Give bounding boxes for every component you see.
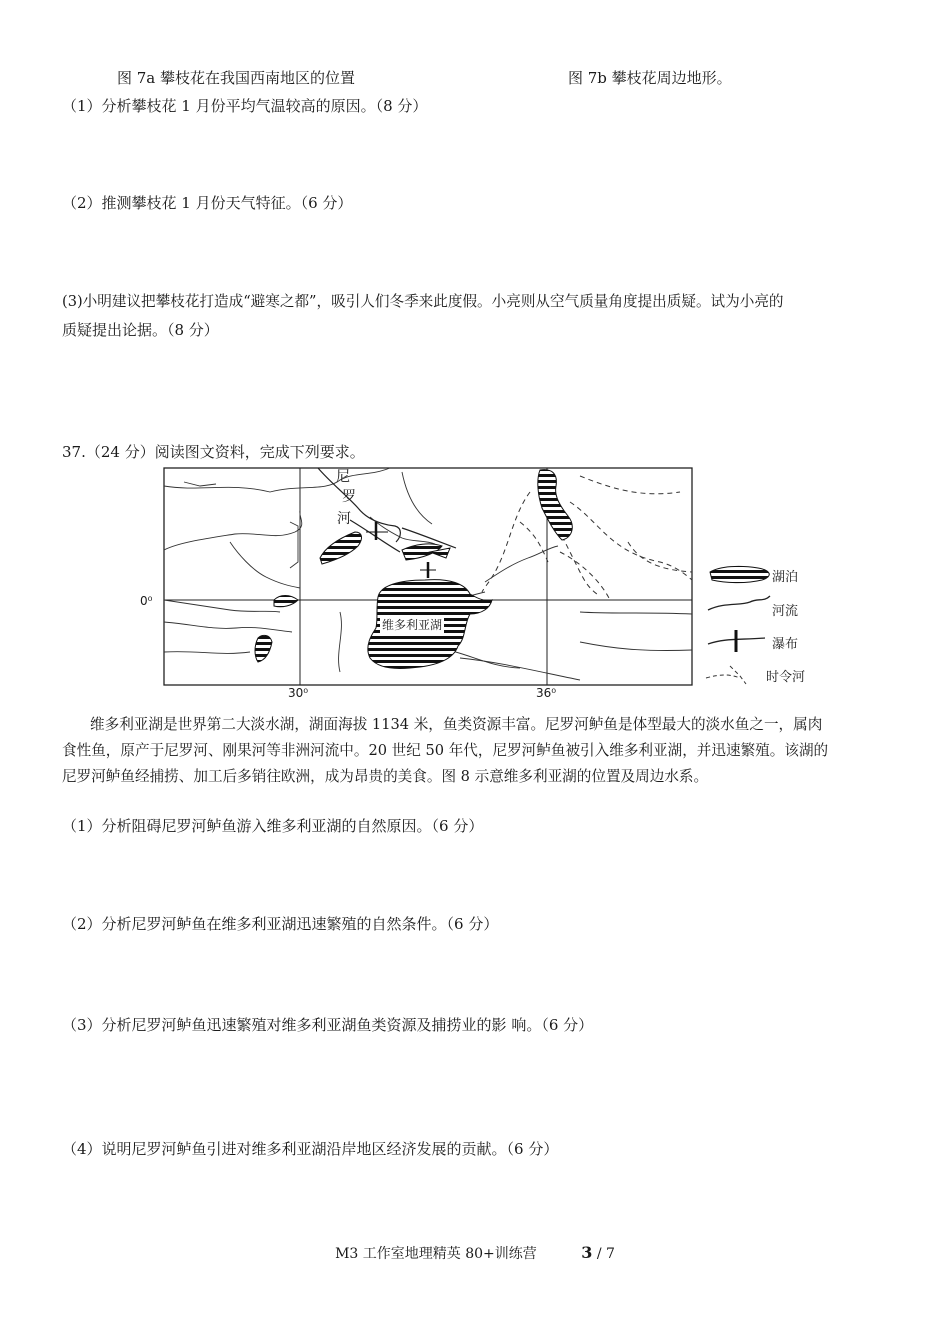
legend-lake-label: 湖泊 <box>772 570 799 585</box>
lake-victoria-label: 维多利亚湖 <box>382 618 443 632</box>
figure-caption-7a: 图 7a 攀枝花在我国西南地区的位置 <box>117 69 356 87</box>
page-footer <box>0 1243 950 1263</box>
q37-paragraph-line2: 食性鱼，原产于尼罗河、刚果河等非洲河流中。20 世纪 50 年代，尼罗河鲈鱼被引入维多利亚湖，并迅速繁殖。该湖的 <box>62 742 829 759</box>
page-number: 3 <box>581 1243 593 1262</box>
q36-question-3-line2: 质疑提出论据。（8 分） <box>62 321 219 339</box>
q36-question-1: （1）分析攀枝花 1 月份平均气温较高的原因。（8 分） <box>62 97 428 115</box>
figure-8-map <box>140 462 820 712</box>
longitude-30-label: 30⁰ <box>288 686 309 700</box>
q37-paragraph-line1: 维多利亚湖是世界第二大淡水湖，湖面海拔 1134 米，鱼类资源丰富。尼罗河鲈鱼是体型最大的淡水鱼之一，属肉 <box>90 716 823 733</box>
nile-label-char-3: 河 <box>337 511 351 527</box>
q37-question-3: （3）分析尼罗河鲈鱼迅速繁殖对维多利亚湖鱼类资源及捕捞业的影 响。（6 分） <box>62 1016 594 1034</box>
latitude-0-label: 0⁰ <box>140 594 153 608</box>
footer-text: M3 工作室地理精英 80+训练营 <box>335 1246 537 1262</box>
nile-label-char-2: 罗 <box>342 489 356 505</box>
legend-waterfall-label: 瀑布 <box>772 637 799 652</box>
q37-question-2: （2）分析尼罗河鲈鱼在维多利亚湖迅速繁殖的自然条件。（6 分） <box>62 915 499 933</box>
q37-paragraph-line3: 尼罗河鲈鱼经捕捞、加工后多销往欧洲，成为昂贵的美食。图 8 示意维多利亚湖的位置及周边水系。 <box>62 768 709 785</box>
map-drawing <box>140 462 820 712</box>
page-total: / 7 <box>596 1246 615 1262</box>
q36-question-3-line1: (3)小明建议把攀枝花打造成“避寒之都”，吸引人们冬季来此度假。小亮则从空气质量角度提出质疑。试为小亮的 <box>62 293 784 310</box>
nile-label-char-1: 尼 <box>336 469 350 485</box>
legend-seasonal-river-label: 时令河 <box>766 670 806 685</box>
q37-title: 37.（24 分）阅读图文资料，完成下列要求。 <box>62 443 365 461</box>
legend-river-label: 河流 <box>772 604 799 619</box>
longitude-36-label: 36⁰ <box>536 686 557 700</box>
figure-caption-7b: 图 7b 攀枝花周边地形。 <box>568 69 732 87</box>
q37-question-1: （1）分析阻碍尼罗河鲈鱼游入维多利亚湖的自然原因。（6 分） <box>62 817 484 835</box>
q37-question-4: （4）说明尼罗河鲈鱼引进对维多利亚湖沿岸地区经济发展的贡献。（6 分） <box>62 1140 559 1158</box>
q36-question-2: （2）推测攀枝花 1 月份天气特征。（6 分） <box>62 194 353 212</box>
